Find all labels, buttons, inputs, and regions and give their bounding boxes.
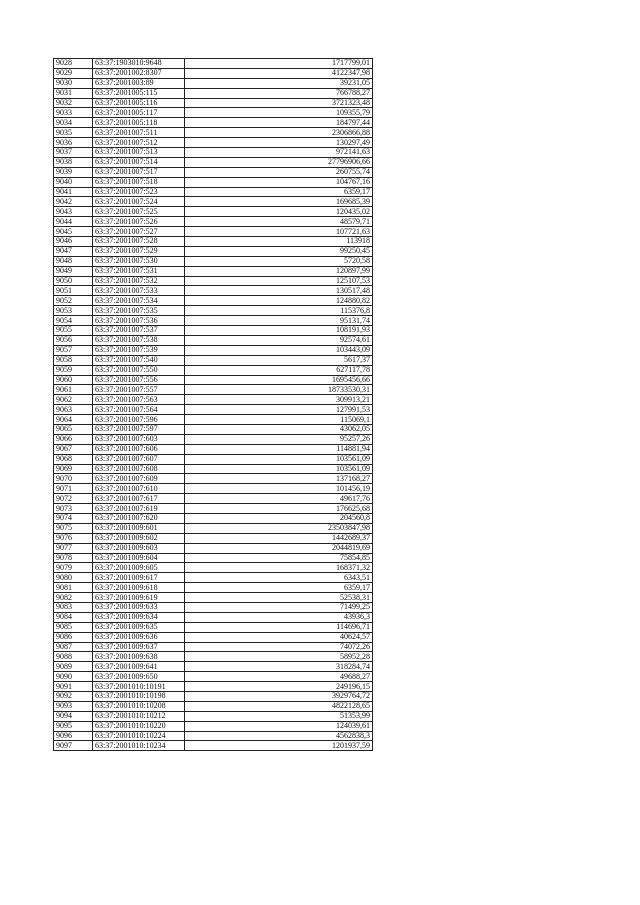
table-row	[54, 405, 373, 415]
value-cell: 204560,8	[185, 513, 373, 523]
table-row	[54, 326, 373, 336]
value-cell: 309913,21	[185, 395, 373, 405]
table-row	[54, 98, 373, 108]
table-row	[54, 444, 373, 454]
row-number-cell: 9033	[54, 108, 93, 118]
value-cell: 127991,53	[185, 405, 373, 415]
table-row	[54, 474, 373, 484]
value-cell: 58952,28	[185, 652, 373, 662]
table-row	[54, 355, 373, 365]
cadastral-number-cell: 63:37:2001007:518	[93, 177, 185, 187]
cadastral-number-cell: 63:37:2001007:531	[93, 266, 185, 276]
cadastral-number-cell: 63:37:2001003:89	[93, 78, 185, 88]
value-cell: 43936,3	[185, 612, 373, 622]
cadastral-number-cell: 63:37:2001009:601	[93, 523, 185, 533]
table-row	[54, 375, 373, 385]
cadastral-number-cell: 63:37:2001010:10220	[93, 721, 185, 731]
value-cell: 109355,79	[185, 108, 373, 118]
row-number-cell: 9097	[54, 741, 93, 751]
value-cell: 1717799,01	[185, 59, 373, 69]
value-cell: 95131,74	[185, 316, 373, 326]
cadastral-value-table	[53, 58, 373, 751]
table-row	[54, 632, 373, 642]
cadastral-number-cell: 63:37:2001007:557	[93, 385, 185, 395]
row-number-cell: 9036	[54, 138, 93, 148]
row-number-cell: 9071	[54, 484, 93, 494]
cadastral-number-cell: 63:37:2001007:528	[93, 237, 185, 247]
cadastral-number-cell: 63:37:2001007:533	[93, 286, 185, 296]
value-cell: 74072,26	[185, 642, 373, 652]
cadastral-number-cell: 63:37:2001007:512	[93, 138, 185, 148]
row-number-cell: 9044	[54, 217, 93, 227]
table-row	[54, 652, 373, 662]
table-row	[54, 246, 373, 256]
cadastral-number-cell: 63:37:2001005:118	[93, 118, 185, 128]
row-number-cell: 9077	[54, 543, 93, 553]
cadastral-number-cell: 63:37:2001009:603	[93, 543, 185, 553]
row-number-cell: 9049	[54, 266, 93, 276]
table-row	[54, 385, 373, 395]
row-number-cell: 9034	[54, 118, 93, 128]
value-cell: 103443,09	[185, 345, 373, 355]
cadastral-number-cell: 63:37:2001010:10208	[93, 701, 185, 711]
row-number-cell: 9079	[54, 563, 93, 573]
cadastral-number-cell: 63:37:2001010:10191	[93, 682, 185, 692]
cadastral-number-cell: 63:37:2001007:538	[93, 335, 185, 345]
row-number-cell: 9095	[54, 721, 93, 731]
cadastral-number-cell: 63:37:2001009:635	[93, 622, 185, 632]
value-cell: 627117,78	[185, 365, 373, 375]
table-row	[54, 177, 373, 187]
value-cell: 99250,45	[185, 246, 373, 256]
table-row	[54, 345, 373, 355]
value-cell: 107721,63	[185, 227, 373, 237]
row-number-cell: 9057	[54, 345, 93, 355]
cadastral-number-cell: 63:37:2001007:607	[93, 454, 185, 464]
row-number-cell: 9042	[54, 197, 93, 207]
row-number-cell: 9090	[54, 672, 93, 682]
cadastral-number-cell: 63:37:2001009:605	[93, 563, 185, 573]
value-cell: 972141,63	[185, 148, 373, 158]
row-number-cell: 9063	[54, 405, 93, 415]
cadastral-number-cell: 63:37:2001007:606	[93, 444, 185, 454]
table-row	[54, 533, 373, 543]
table-row	[54, 711, 373, 721]
value-cell: 3929764,72	[185, 692, 373, 702]
row-number-cell: 9056	[54, 335, 93, 345]
cadastral-number-cell: 63:37:2001007:603	[93, 434, 185, 444]
cadastral-number-cell: 63:37:2001007:525	[93, 207, 185, 217]
table-row	[54, 128, 373, 138]
row-number-cell: 9075	[54, 523, 93, 533]
table-row	[54, 157, 373, 167]
value-cell: 318284,74	[185, 662, 373, 672]
table-row	[54, 108, 373, 118]
table-row	[54, 167, 373, 177]
row-number-cell: 9081	[54, 583, 93, 593]
value-cell: 51353,99	[185, 711, 373, 721]
value-cell: 6343,51	[185, 573, 373, 583]
value-cell: 1442689,37	[185, 533, 373, 543]
table-row	[54, 573, 373, 583]
row-number-cell: 9045	[54, 227, 93, 237]
cadastral-number-cell: 63:37:2001009:636	[93, 632, 185, 642]
cadastral-number-cell: 63:37:2001007:564	[93, 405, 185, 415]
table-row	[54, 672, 373, 682]
row-number-cell: 9055	[54, 326, 93, 336]
cadastral-number-cell: 63:37:2001007:511	[93, 128, 185, 138]
table-row	[54, 563, 373, 573]
cadastral-number-cell: 63:37:2001009:641	[93, 662, 185, 672]
table-row	[54, 721, 373, 731]
table-row	[54, 296, 373, 306]
row-number-cell: 9078	[54, 553, 93, 563]
value-cell: 104767,16	[185, 177, 373, 187]
cadastral-number-cell: 63:37:2001007:610	[93, 484, 185, 494]
value-cell: 49617,76	[185, 494, 373, 504]
value-cell: 39231,05	[185, 78, 373, 88]
table-row	[54, 454, 373, 464]
row-number-cell: 9029	[54, 68, 93, 78]
value-cell: 101456,19	[185, 484, 373, 494]
cadastral-number-cell: 63:37:2001002:8307	[93, 68, 185, 78]
value-cell: 5720,58	[185, 256, 373, 266]
cadastral-number-cell: 63:37:2001007:527	[93, 227, 185, 237]
row-number-cell: 9083	[54, 602, 93, 612]
cadastral-number-cell: 63:37:2001009:602	[93, 533, 185, 543]
value-cell: 169685,39	[185, 197, 373, 207]
row-number-cell: 9038	[54, 157, 93, 167]
table-row	[54, 662, 373, 672]
row-number-cell: 9094	[54, 711, 93, 721]
table-row	[54, 335, 373, 345]
value-cell: 249196,15	[185, 682, 373, 692]
table-body	[54, 59, 373, 751]
cadastral-number-cell: 63:37:2001007:532	[93, 276, 185, 286]
value-cell: 40624,57	[185, 632, 373, 642]
cadastral-number-cell: 63:37:2001010:10234	[93, 741, 185, 751]
cadastral-number-cell: 63:37:2001007:513	[93, 148, 185, 158]
row-number-cell: 9043	[54, 207, 93, 217]
row-number-cell: 9068	[54, 454, 93, 464]
value-cell: 27796906,66	[185, 157, 373, 167]
row-number-cell: 9093	[54, 701, 93, 711]
row-number-cell: 9051	[54, 286, 93, 296]
table-row	[54, 118, 373, 128]
table-row	[54, 434, 373, 444]
table-row	[54, 266, 373, 276]
cadastral-number-cell: 63:37:2001007:524	[93, 197, 185, 207]
row-number-cell: 9040	[54, 177, 93, 187]
cadastral-number-cell: 63:37:2001007:534	[93, 296, 185, 306]
table-row	[54, 692, 373, 702]
cadastral-number-cell: 63:37:2001007:535	[93, 306, 185, 316]
cadastral-number-cell: 63:37:2001007:537	[93, 326, 185, 336]
row-number-cell: 9073	[54, 504, 93, 514]
row-number-cell: 9082	[54, 593, 93, 603]
table-row	[54, 464, 373, 474]
table-row	[54, 237, 373, 247]
value-cell: 260755,74	[185, 167, 373, 177]
row-number-cell: 9084	[54, 612, 93, 622]
cadastral-number-cell: 63:37:2001005:116	[93, 98, 185, 108]
value-cell: 6359,17	[185, 583, 373, 593]
cadastral-number-cell: 63:37:2001009:617	[93, 573, 185, 583]
table-row	[54, 217, 373, 227]
cadastral-number-cell: 63:37:2001007:517	[93, 167, 185, 177]
table-row	[54, 484, 373, 494]
row-number-cell: 9047	[54, 246, 93, 256]
row-number-cell: 9072	[54, 494, 93, 504]
value-cell: 95257,26	[185, 434, 373, 444]
value-cell: 115069,1	[185, 415, 373, 425]
table-row	[54, 504, 373, 514]
row-number-cell: 9069	[54, 464, 93, 474]
table-row	[54, 207, 373, 217]
row-number-cell: 9054	[54, 316, 93, 326]
table-row	[54, 731, 373, 741]
value-cell: 176625,68	[185, 504, 373, 514]
value-cell: 75854,85	[185, 553, 373, 563]
value-cell: 4822128,65	[185, 701, 373, 711]
value-cell: 1201937,59	[185, 741, 373, 751]
cadastral-number-cell: 63:37:2001007:619	[93, 504, 185, 514]
cadastral-number-cell: 63:37:2001007:540	[93, 355, 185, 365]
cadastral-number-cell: 63:37:2001010:10212	[93, 711, 185, 721]
table-row	[54, 365, 373, 375]
cadastral-number-cell: 63:37:2001009:638	[93, 652, 185, 662]
cadastral-number-cell: 63:37:2001009:619	[93, 593, 185, 603]
row-number-cell: 9048	[54, 256, 93, 266]
table-row	[54, 593, 373, 603]
table-row	[54, 276, 373, 286]
row-number-cell: 9059	[54, 365, 93, 375]
row-number-cell: 9065	[54, 424, 93, 434]
table-row	[54, 78, 373, 88]
cadastral-number-cell: 63:37:2001007:523	[93, 187, 185, 197]
cadastral-number-cell: 63:37:2001007:620	[93, 513, 185, 523]
table-row	[54, 88, 373, 98]
table-row	[54, 424, 373, 434]
table-row	[54, 553, 373, 563]
value-cell: 130517,48	[185, 286, 373, 296]
value-cell: 2044819,69	[185, 543, 373, 553]
row-number-cell: 9089	[54, 662, 93, 672]
value-cell: 114696,71	[185, 622, 373, 632]
cadastral-number-cell: 63:37:2001005:117	[93, 108, 185, 118]
table-row	[54, 583, 373, 593]
row-number-cell: 9076	[54, 533, 93, 543]
cadastral-number-cell: 63:37:2001010:10198	[93, 692, 185, 702]
cadastral-number-cell: 63:37:2001007:556	[93, 375, 185, 385]
cadastral-number-cell: 63:37:2001007:563	[93, 395, 185, 405]
value-cell: 124880,82	[185, 296, 373, 306]
value-cell: 2306866,88	[185, 128, 373, 138]
value-cell: 113918	[185, 237, 373, 247]
table-row	[54, 602, 373, 612]
value-cell: 48579,71	[185, 217, 373, 227]
value-cell: 168371,32	[185, 563, 373, 573]
cadastral-number-cell: 63:37:2001007:608	[93, 464, 185, 474]
row-number-cell: 9092	[54, 692, 93, 702]
table-row	[54, 197, 373, 207]
table-row	[54, 741, 373, 751]
row-number-cell: 9066	[54, 434, 93, 444]
row-number-cell: 9031	[54, 88, 93, 98]
table-row	[54, 701, 373, 711]
value-cell: 3721323,48	[185, 98, 373, 108]
value-cell: 108191,93	[185, 326, 373, 336]
value-cell: 103561,09	[185, 454, 373, 464]
value-cell: 23503847,98	[185, 523, 373, 533]
value-cell: 137168,27	[185, 474, 373, 484]
value-cell: 6359,17	[185, 187, 373, 197]
table-row	[54, 523, 373, 533]
row-number-cell: 9085	[54, 622, 93, 632]
value-cell: 49688,27	[185, 672, 373, 682]
row-number-cell: 9037	[54, 148, 93, 158]
row-number-cell: 9061	[54, 385, 93, 395]
row-number-cell: 9050	[54, 276, 93, 286]
cadastral-number-cell: 63:37:2001009:618	[93, 583, 185, 593]
cadastral-number-cell: 63:37:1903010:9648	[93, 59, 185, 69]
value-cell: 184797,44	[185, 118, 373, 128]
table-row	[54, 316, 373, 326]
cadastral-number-cell: 63:37:2001007:526	[93, 217, 185, 227]
row-number-cell: 9088	[54, 652, 93, 662]
value-cell: 124039,61	[185, 721, 373, 731]
value-cell: 130297,49	[185, 138, 373, 148]
cadastral-number-cell: 63:37:2001009:650	[93, 672, 185, 682]
table-row	[54, 513, 373, 523]
row-number-cell: 9053	[54, 306, 93, 316]
row-number-cell: 9080	[54, 573, 93, 583]
value-cell: 115376,8	[185, 306, 373, 316]
value-cell: 120897,99	[185, 266, 373, 276]
cadastral-number-cell: 63:37:2001007:550	[93, 365, 185, 375]
cadastral-number-cell: 63:37:2001005:115	[93, 88, 185, 98]
value-cell: 103561,09	[185, 464, 373, 474]
row-number-cell: 9064	[54, 415, 93, 425]
table-row	[54, 494, 373, 504]
cadastral-number-cell: 63:37:2001009:637	[93, 642, 185, 652]
cadastral-number-cell: 63:37:2001007:597	[93, 424, 185, 434]
row-number-cell: 9052	[54, 296, 93, 306]
cadastral-number-cell: 63:37:2001009:604	[93, 553, 185, 563]
table-row	[54, 543, 373, 553]
cadastral-number-cell: 63:37:2001009:634	[93, 612, 185, 622]
value-cell: 18733530,31	[185, 385, 373, 395]
cadastral-number-cell: 63:37:2001007:617	[93, 494, 185, 504]
table-row	[54, 68, 373, 78]
row-number-cell: 9041	[54, 187, 93, 197]
value-cell: 92574,61	[185, 335, 373, 345]
value-cell: 52538,31	[185, 593, 373, 603]
table-row	[54, 227, 373, 237]
row-number-cell: 9046	[54, 237, 93, 247]
value-cell: 114881,94	[185, 444, 373, 454]
cadastral-number-cell: 63:37:2001009:633	[93, 602, 185, 612]
table-row	[54, 306, 373, 316]
table-row	[54, 682, 373, 692]
cadastral-number-cell: 63:37:2001007:609	[93, 474, 185, 484]
row-number-cell: 9039	[54, 167, 93, 177]
row-number-cell: 9091	[54, 682, 93, 692]
value-cell: 5617,37	[185, 355, 373, 365]
value-cell: 125107,53	[185, 276, 373, 286]
row-number-cell: 9032	[54, 98, 93, 108]
row-number-cell: 9035	[54, 128, 93, 138]
table-row	[54, 256, 373, 266]
cadastral-number-cell: 63:37:2001010:10224	[93, 731, 185, 741]
row-number-cell: 9086	[54, 632, 93, 642]
value-cell: 71499,25	[185, 602, 373, 612]
row-number-cell: 9096	[54, 731, 93, 741]
row-number-cell: 9028	[54, 59, 93, 69]
cadastral-number-cell: 63:37:2001007:530	[93, 256, 185, 266]
table-row	[54, 59, 373, 69]
value-cell: 4122347,98	[185, 68, 373, 78]
table-row	[54, 187, 373, 197]
table-row	[54, 622, 373, 632]
value-cell: 1695456,66	[185, 375, 373, 385]
table-row	[54, 138, 373, 148]
value-cell: 43062,05	[185, 424, 373, 434]
table-row	[54, 415, 373, 425]
value-cell: 4562838,3	[185, 731, 373, 741]
row-number-cell: 9067	[54, 444, 93, 454]
row-number-cell: 9060	[54, 375, 93, 385]
cadastral-number-cell: 63:37:2001007:514	[93, 157, 185, 167]
row-number-cell: 9058	[54, 355, 93, 365]
value-cell: 120435,02	[185, 207, 373, 217]
table-row	[54, 612, 373, 622]
table-row	[54, 148, 373, 158]
table-row	[54, 395, 373, 405]
row-number-cell: 9030	[54, 78, 93, 88]
table-row	[54, 642, 373, 652]
cadastral-number-cell: 63:37:2001007:539	[93, 345, 185, 355]
cadastral-number-cell: 63:37:2001007:596	[93, 415, 185, 425]
row-number-cell: 9087	[54, 642, 93, 652]
row-number-cell: 9062	[54, 395, 93, 405]
row-number-cell: 9074	[54, 513, 93, 523]
cadastral-number-cell: 63:37:2001007:529	[93, 246, 185, 256]
value-cell: 766788,27	[185, 88, 373, 98]
row-number-cell: 9070	[54, 474, 93, 484]
cadastral-number-cell: 63:37:2001007:536	[93, 316, 185, 326]
table-row	[54, 286, 373, 296]
